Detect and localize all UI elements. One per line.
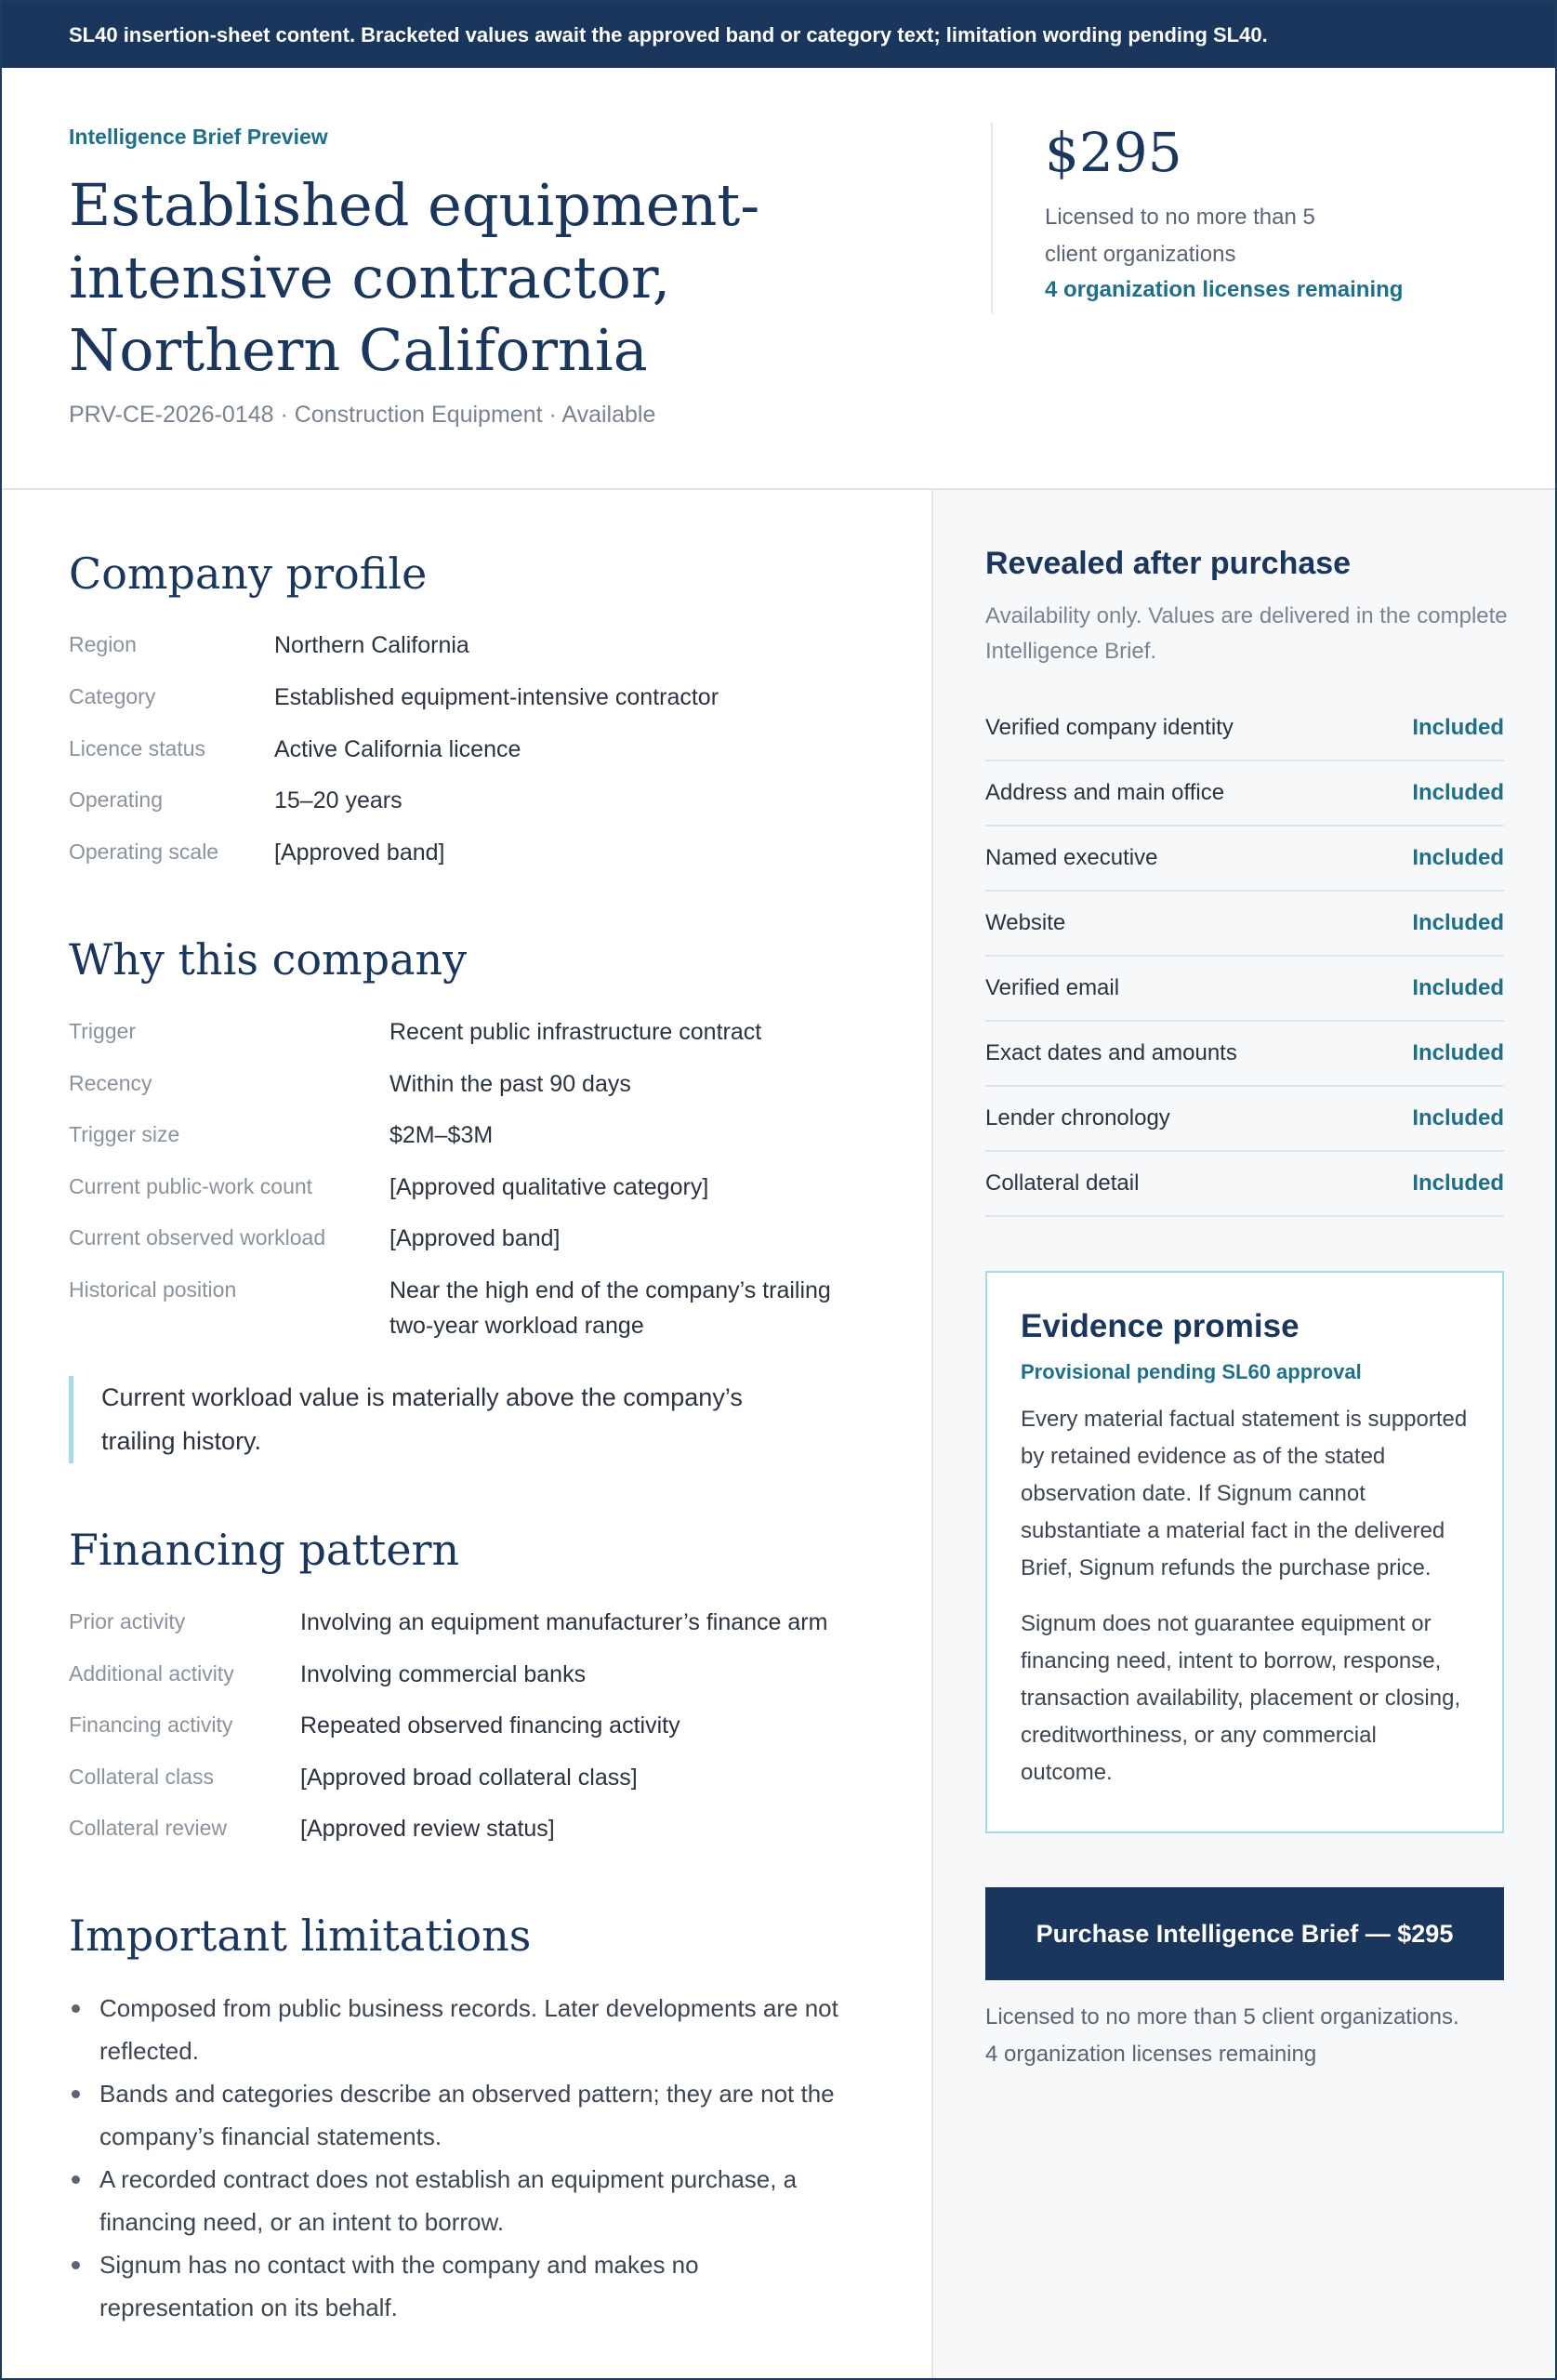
financing-label: Collateral review (69, 1816, 228, 1840)
financing-value: [Approved review status] (300, 1816, 555, 1842)
included-badge: Included (1412, 780, 1504, 805)
notice-banner (2, 2, 1555, 68)
purchase-license-note (985, 1999, 1506, 2073)
section-title-financing-pattern: Financing pattern (69, 1525, 460, 1575)
evidence-title: Evidence promise (1021, 1308, 1300, 1344)
included-badge: Included (1412, 1040, 1504, 1065)
limitation-item: Composed from public business records. Later developments are not reflected. (69, 1987, 850, 2072)
purchase-button[interactable]: Purchase Intelligence Brief — $295 (985, 1887, 1504, 1980)
limitations-list (69, 1987, 850, 2329)
revealed-item-label: Collateral detail (985, 1170, 1140, 1196)
financing-value: Involving an equipment manufacturer’s finance arm (300, 1609, 828, 1635)
revealed-row (985, 892, 1504, 957)
profile-label: Region (69, 632, 137, 656)
why-label: Current public-work count (69, 1174, 313, 1198)
revealed-item-label: Website (985, 910, 1066, 935)
profile-label: Operating (69, 787, 164, 812)
profile-value: [Approved band] (274, 840, 445, 866)
why-label: Current observed workload (69, 1225, 326, 1250)
included-badge: Included (1412, 910, 1504, 935)
profile-value: Established equipment-intensive contractor (274, 684, 719, 710)
why-value: Near the high end of the company’s trailing two-year workload range (389, 1277, 831, 1339)
revealed-item-label: Lender chronology (985, 1105, 1170, 1130)
evidence-status: Provisional pending SL60 approval (1021, 1360, 1362, 1383)
included-badge: Included (1412, 845, 1504, 870)
limitation-item: Bands and categories describe an observed pattern; they are not the company’s financial statements. (69, 2072, 850, 2158)
revealed-subtitle: Availability only. Values are delivered in the complete Intelligence Brief. (985, 603, 1508, 664)
included-badge: Included (1412, 1105, 1504, 1130)
profile-value: 15–20 years (274, 787, 402, 813)
why-label: Trigger (69, 1019, 136, 1043)
revealed-item-label: Address and main office (985, 780, 1225, 805)
revealed-row (985, 761, 1504, 826)
notice-banner-text: SL40 insertion-sheet content. Bracketed values await the approved band or category text; limitation wording pending SL40. (69, 22, 1268, 46)
financing-value: Involving commercial banks (300, 1661, 587, 1687)
workload-callout (69, 1376, 775, 1463)
revealed-row (985, 957, 1504, 1022)
why-value: $2M–$3M (389, 1122, 494, 1148)
revealed-row (985, 1152, 1504, 1217)
profile-label: Category (69, 684, 156, 708)
financing-label: Collateral class (69, 1765, 214, 1789)
revealed-row (985, 826, 1504, 892)
profile-value: Northern California (274, 632, 469, 658)
why-label: Historical position (69, 1277, 237, 1302)
included-badge: Included (1412, 715, 1504, 740)
header-divider (991, 123, 993, 313)
section-title-company-profile: Company profile (69, 549, 428, 599)
page-title-line: Northern California (69, 316, 648, 384)
evidence-disclaimer: Signum does not guarantee equipment or financing need, intent to borrow, response, transaction availability, placement or closing, creditworthiness, or any commercial outcome. (1021, 1611, 1461, 1785)
financing-label: Financing activity (69, 1712, 233, 1737)
limitation-item: Signum has no contact with the company and makes no representation on its behalf. (69, 2243, 850, 2329)
purchase-remaining-line: 4 organization licenses remaining (985, 2042, 1317, 2067)
financing-label: Prior activity (69, 1609, 186, 1633)
profile-value: Active California licence (274, 736, 521, 762)
profile-label: Licence status (69, 736, 206, 760)
reference-line: PRV-CE-2026-0148 · Construction Equipment · Available (69, 402, 656, 428)
page-title (69, 169, 905, 387)
revealed-row (985, 696, 1504, 761)
limitation-item: A recorded contract does not establish an equipment purchase, a financing need, or an intent to borrow. (69, 2158, 850, 2243)
why-value: Within the past 90 days (389, 1071, 631, 1097)
revealed-item-label: Verified email (985, 975, 1120, 1000)
revealed-row (985, 1087, 1504, 1152)
page-title-line: intensive contractor, (69, 244, 671, 311)
why-value: [Approved qualitative category] (389, 1174, 709, 1200)
financing-value: Repeated observed financing activity (300, 1712, 680, 1739)
evidence-promise-box (985, 1271, 1504, 1833)
section-title-important-limitations: Important limitations (69, 1911, 532, 1961)
revealed-title: Revealed after purchase (985, 546, 1352, 581)
revealed-item-label: Verified company identity (985, 715, 1234, 740)
why-label: Recency (69, 1071, 152, 1095)
licenses-remaining: 4 organization licenses remaining (1045, 277, 1404, 302)
license-note: Licensed to no more than 5 client organizations (1045, 205, 1315, 267)
price: $295 (1045, 121, 1182, 184)
purchase-license-line: Licensed to no more than 5 client organizations. (985, 2004, 1459, 2030)
included-badge: Included (1412, 975, 1504, 1000)
section-title-why-this-company: Why this company (69, 934, 468, 985)
revealed-item-label: Exact dates and amounts (985, 1040, 1237, 1065)
why-label: Trigger size (69, 1122, 180, 1146)
profile-label: Operating scale (69, 840, 219, 864)
evidence-paragraph: Every material factual statement is supported by retained evidence as of the stated observation date. If Signum cannot substantiate a material fact in the delivered Brief, Signum refunds the purchase price. (1021, 1407, 1468, 1580)
financing-value: [Approved broad collateral class] (300, 1765, 638, 1791)
why-value: Recent public infrastructure contract (389, 1019, 762, 1045)
revealed-item-label: Named executive (985, 845, 1158, 870)
brief-eyebrow: Intelligence Brief Preview (69, 125, 328, 149)
workload-callout-text: Current workload value is materially above the company’s trailing history. (101, 1383, 743, 1455)
why-value: [Approved band] (389, 1225, 561, 1251)
page-title-line: Established equipment- (69, 171, 760, 239)
financing-label: Additional activity (69, 1661, 234, 1686)
included-badge: Included (1412, 1170, 1504, 1196)
revealed-row (985, 1022, 1504, 1087)
